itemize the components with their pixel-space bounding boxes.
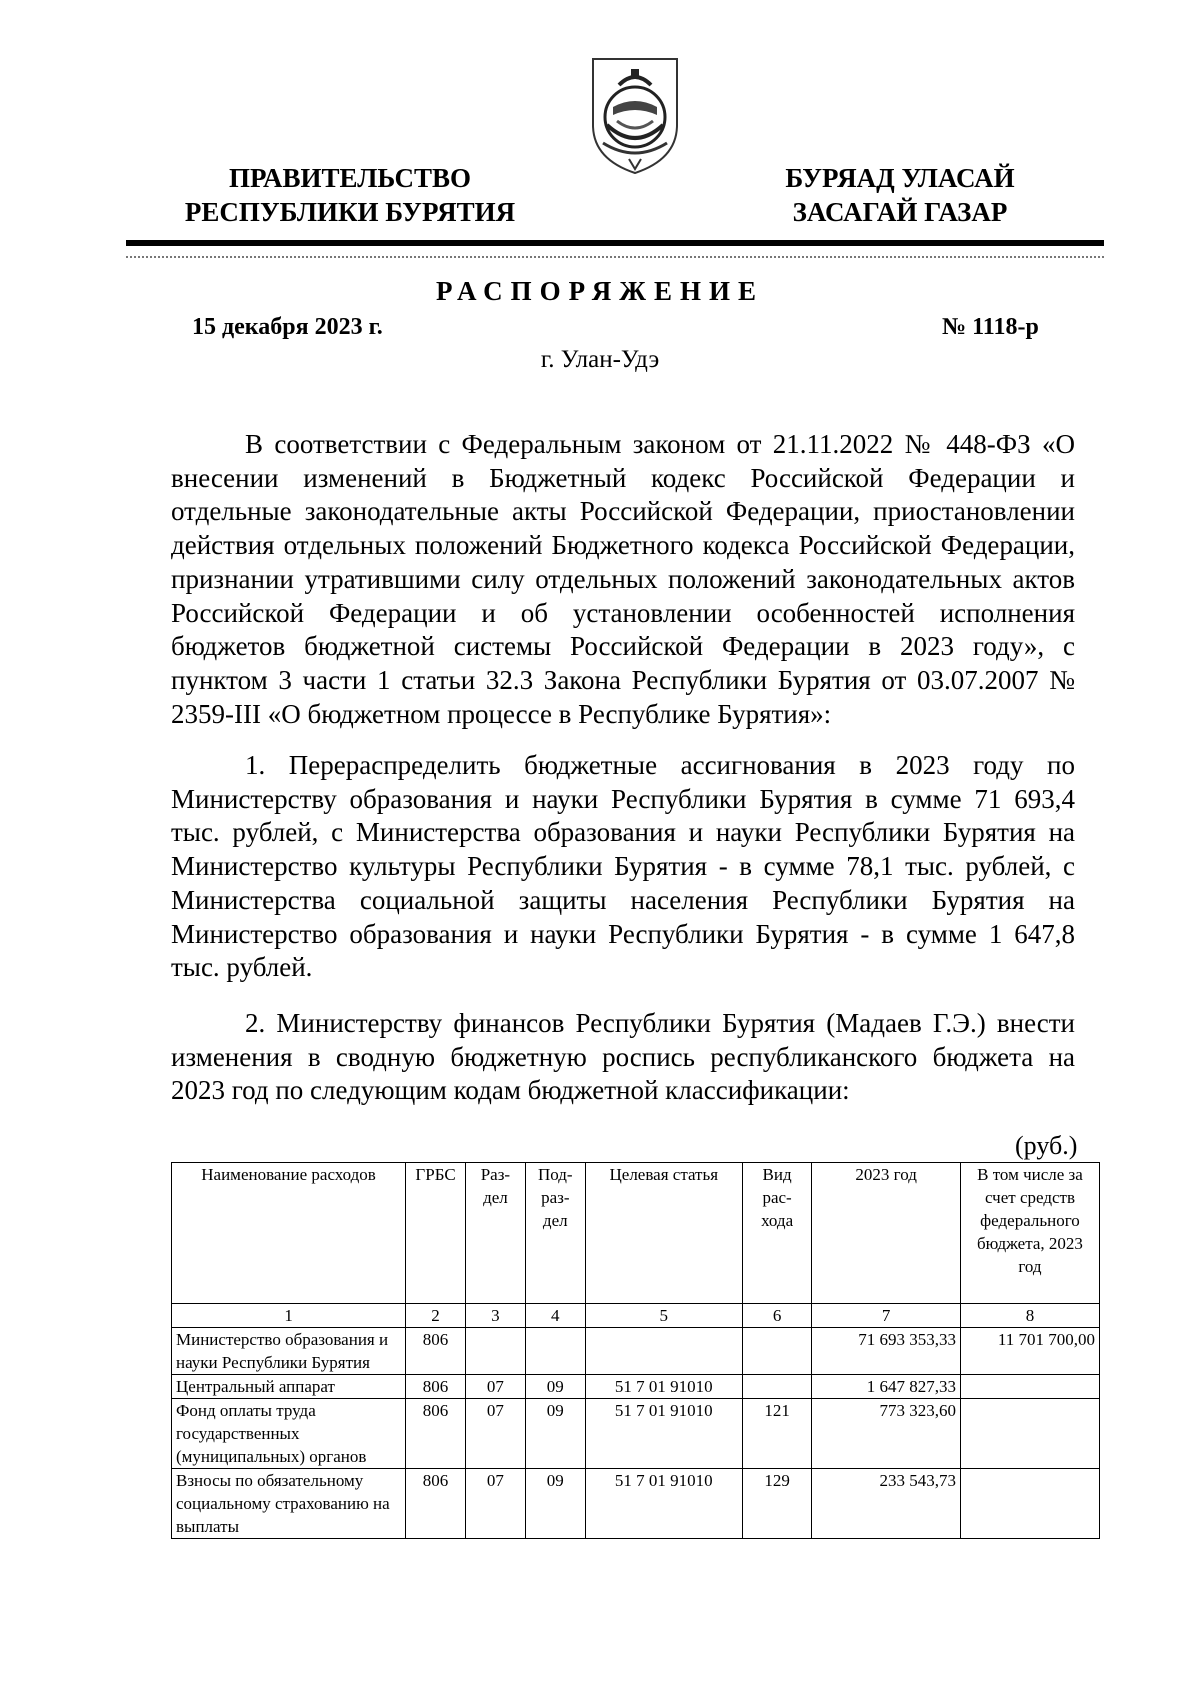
cell-article: 51 7 01 91010 [585,1399,742,1469]
cell-federal [960,1469,1099,1539]
cell-name: Фонд оплаты труда государственных (муниципальных) органов [172,1399,406,1469]
header-name: Наименование расходов [172,1163,406,1304]
header-grbs: ГРБС [406,1163,466,1304]
paragraph-2: 2. Министерству финансов Республики Бурятия (Мадаев Г.Э.) внести изменения в сводную бюджетную роспись республиканского бюджета на 2023 год по следующим кодам бюджетной классификации: [171,1008,1075,1106]
cell-article: 51 7 01 91010 [585,1469,742,1539]
cell-podrazdel: 09 [525,1375,585,1399]
col-number: 8 [960,1304,1099,1328]
cell-name: Министерство образования и науки Республики Бурятия [172,1328,406,1375]
cell-federal: 11 701 700,00 [960,1328,1099,1375]
cell-vid [742,1328,811,1375]
cell-name: Центральный аппарат [172,1375,406,1399]
cell-year: 71 693 353,33 [812,1328,961,1375]
header-article: Целевая статья [585,1163,742,1304]
document-city: г. Улан-Удэ [540,346,660,373]
col-number: 7 [812,1304,961,1328]
paragraph-preamble: В соответствии с Федеральным законом от 21.11.2022 № 448-ФЗ «О внесении изменений в Бюджетный кодекс Российской Федерации и отдельные законодательные акты Российской Федерации, приостановлении действия отдельных положений Бюджетного кодекса Российской Федерации, признании утратившими силу отдельных положений законодательных актов Российской Федерации и об установлении особенностей исполнения бюджетов бюджетной системы Российской Федерации в 2023 году», с пунктом 3 части 1 статьи 32.3 Закона Республики Бурятия от 03.07.2007 № 2359-III «О бюджетном процессе в Республике Бурятия»: [171,429,1075,729]
cell-year: 233 543,73 [812,1469,961,1539]
header-divider [126,240,1104,246]
header-year: 2023 год [812,1163,961,1304]
header-vid: Вид рас-хода [742,1163,811,1304]
header-right-line2: ЗАСАГАЙ ГАЗАР [792,197,1008,227]
cell-razdel: 07 [465,1375,525,1399]
cell-grbs: 806 [406,1328,466,1375]
cell-year: 1 647 827,33 [812,1375,961,1399]
cell-podrazdel: 09 [525,1399,585,1469]
cell-federal [960,1375,1099,1399]
cell-podrazdel [525,1328,585,1375]
cell-grbs: 806 [406,1469,466,1539]
document-number: № 1118-р [942,314,1039,340]
col-number: 1 [172,1304,406,1328]
cell-vid [742,1375,811,1399]
cell-vid: 121 [742,1399,811,1469]
col-number: 3 [465,1304,525,1328]
table-number-row [172,1304,1100,1328]
cell-article: 51 7 01 91010 [585,1375,742,1399]
col-number: 6 [742,1304,811,1328]
header-left-line2: РЕСПУБЛИКИ БУРЯТИЯ [184,197,516,227]
header-left-line1: ПРАВИТЕЛЬСТВО [228,163,472,193]
cell-article [585,1328,742,1375]
table-row [172,1375,1100,1399]
table-row [172,1328,1100,1375]
table-unit: (руб.) [1015,1131,1078,1160]
paragraph-1: 1. Перераспределить бюджетные ассигнования в 2023 году по Министерству образования и науки Республики Бурятия в сумме 71 693,4 тыс. рублей, с Министерства образования и науки Республики Бурятия на Министерство культуры Республики Бурятия - в сумме 78,1 тыс. рублей, с Министерства социальной защиты населения Республики Бурятия на Министерство образования и науки Республики Бурятия - в сумме 1 647,8 тыс. рублей. [171,750,1075,983]
cell-name: Взносы по обязательному социальному страхованию на выплаты [172,1469,406,1539]
cell-razdel: 07 [465,1469,525,1539]
cell-year: 773 323,60 [812,1399,961,1469]
budget-table [171,1162,1100,1539]
cell-razdel [465,1328,525,1375]
header-podrazdel: Под-раз-дел [525,1163,585,1304]
cell-grbs: 806 [406,1375,466,1399]
col-number: 2 [406,1304,466,1328]
header-right-line1: БУРЯАД УЛАСАЙ [785,163,1015,193]
cell-vid: 129 [742,1469,811,1539]
coat-of-arms-icon [589,55,681,177]
cell-grbs: 806 [406,1399,466,1469]
col-number: 4 [525,1304,585,1328]
header-divider-dotted [126,256,1104,258]
cell-podrazdel: 09 [525,1469,585,1539]
header-left [160,161,540,229]
table-row [172,1469,1100,1539]
cell-federal [960,1399,1099,1469]
col-number: 5 [585,1304,742,1328]
table-header-row [172,1163,1100,1304]
cell-razdel: 07 [465,1399,525,1469]
header-right [745,161,1055,229]
header-razdel: Раз-дел [465,1163,525,1304]
document-type: РАСПОРЯЖЕНИЕ [435,276,765,306]
document-date: 15 декабря 2023 г. [192,314,383,340]
table-row [172,1399,1100,1469]
header-federal: В том числе за счет средств федерального бюджета, 2023 год [960,1163,1099,1304]
